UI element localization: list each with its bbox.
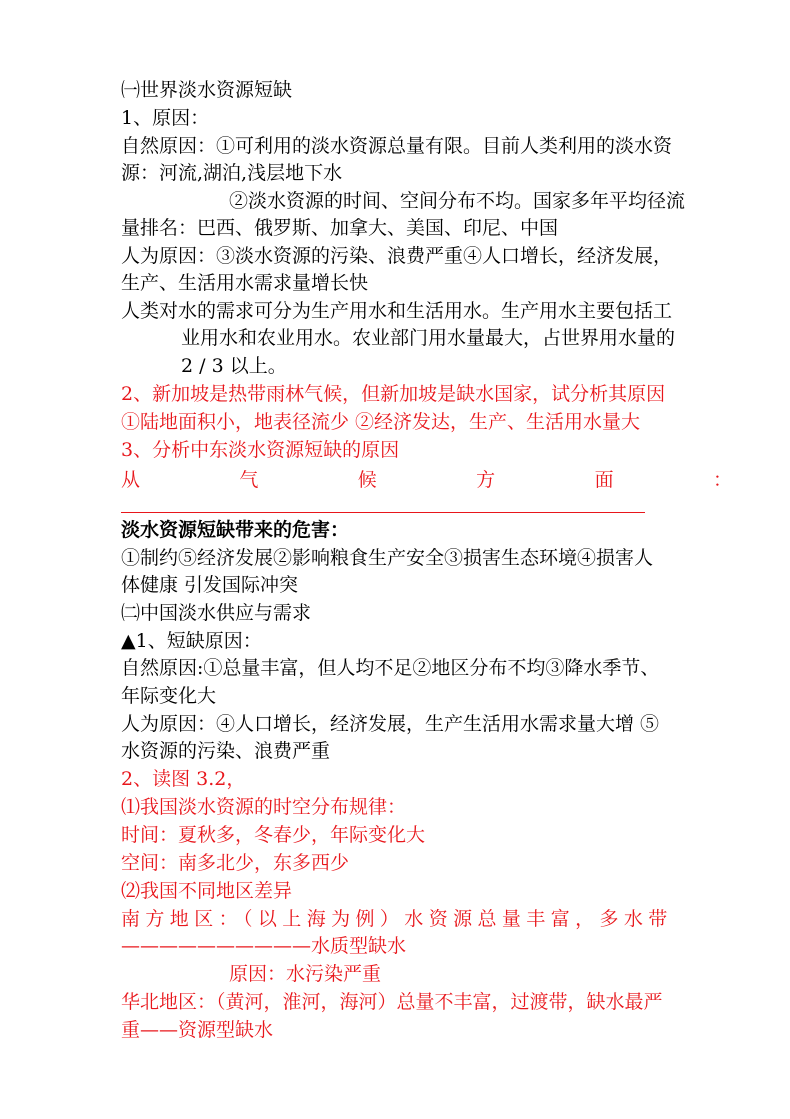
text-line: 年际变化大 <box>121 685 217 707</box>
text-line: ①制约⑤经济发展②影响粮食生产安全③损害生态环境④损害人 <box>121 547 654 569</box>
section-heading-china-water: ㈡中国淡水供应与需求 <box>121 602 312 624</box>
text-line: 自然原因：①可利用的淡水资源总量有限。目前人类利用的淡水资 <box>121 135 673 157</box>
text-line: 人类对水的需求可分为生产用水和生活用水。生产用水主要包括工 <box>121 300 673 322</box>
text-line: 水资源的污染、浪费严重 <box>121 740 331 762</box>
answer-singapore: ①陆地面积小，地表径流少 ②经济发达，生产、生活用水量大 <box>121 411 641 433</box>
question-read-figure: 2、读图 3.2， <box>121 768 246 790</box>
question-singapore: 2、新加坡是热带雨林气候，但新加坡是缺水国家，试分析其原因 <box>121 383 666 405</box>
sub-question-1: ⑴我国淡水资源的时空分布规律： <box>121 796 407 818</box>
answer-underline <box>121 512 645 513</box>
text-line: 人为原因：③淡水资源的污染、浪费严重④人口增长，经济发展， <box>121 245 673 267</box>
answer-blank-char: 方 <box>476 469 496 491</box>
heading-harms: 淡水资源短缺带来的危害： <box>121 519 350 541</box>
text-line: 2 / 3 以上。 <box>181 355 287 377</box>
text-line: 源：河流,湖泊,浅层地下水 <box>121 162 343 184</box>
item-shortage-causes: ▲1、短缺原因： <box>121 630 262 652</box>
sub-question-2: ⑵我国不同地区差异 <box>121 880 293 902</box>
answer-blank-char: 面 <box>594 469 614 491</box>
answer-blank-char: 候 <box>357 469 377 491</box>
answer-south: 南方地区：（以上海为例）水资源总量丰富，多水带 <box>121 908 673 930</box>
text-line: 人为原因：④人口增长，经济发展，生产生活用水需求量大增 ⑤ <box>121 713 660 735</box>
answer-blank-char: 气 <box>239 469 259 491</box>
text-line: 业用水和农业用水。农业部门用水量最大，占世界用水量的 <box>181 327 676 349</box>
text-line: 自然原因:①总量丰富，但人均不足②地区分布不均③降水季节、 <box>121 657 660 679</box>
question-middle-east: 3、分析中东淡水资源短缺的原因 <box>121 439 400 461</box>
answer-south-cause: 原因：水污染严重 <box>229 963 382 985</box>
answer-time: 时间：夏秋多，冬春少，年际变化大 <box>121 824 426 846</box>
item-causes-heading: 1、原因： <box>121 107 210 129</box>
answer-space: 空间：南多北少，东多西少 <box>121 852 350 874</box>
section-heading-world-water-shortage: ㈠世界淡水资源短缺 <box>121 79 293 101</box>
answer-blank-char: 从 <box>121 469 141 491</box>
answer-blank-char: ： <box>712 469 732 491</box>
text-line: 生产、生活用水需求量增长快 <box>121 272 369 294</box>
answer-south-cont: ——————————水质型缺水 <box>121 935 407 957</box>
answer-north: 华北地区：（黄河，淮河，海河）总量不丰富，过渡带，缺水最严 <box>121 991 663 1013</box>
answer-blank-climate <box>121 467 732 493</box>
text-line: 量排名：巴西、俄罗斯、加拿大、美国、印尼、中国 <box>121 217 559 239</box>
text-line: 体健康 引发国际冲突 <box>121 574 299 596</box>
answer-north-cont: 重——资源型缺水 <box>121 1019 274 1041</box>
text-line: ②淡水资源的时间、空间分布不均。国家多年平均径流 <box>229 190 686 212</box>
